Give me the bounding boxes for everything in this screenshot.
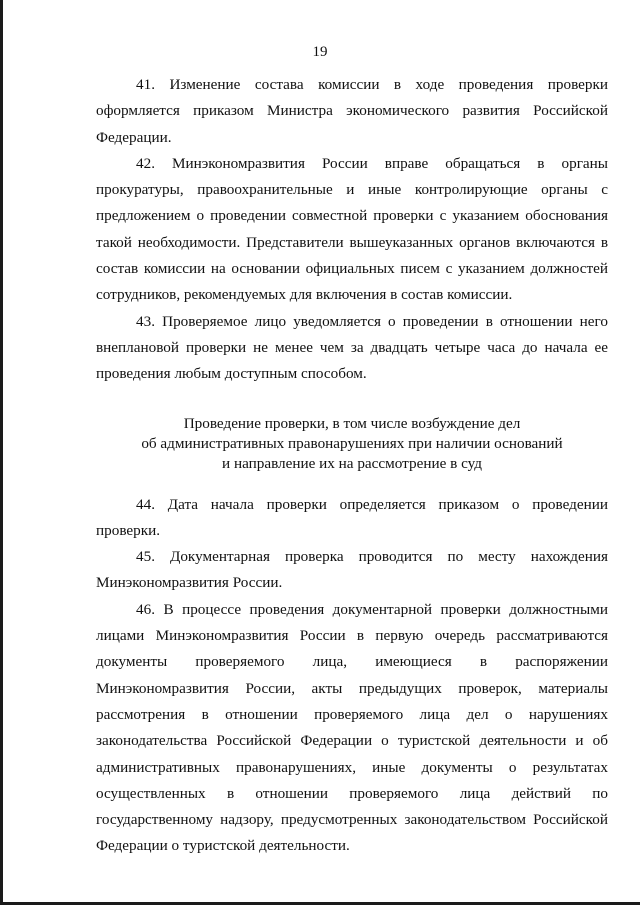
- section-heading-line: и направление их на рассмотрение в суд: [222, 454, 482, 472]
- section-heading: [96, 414, 608, 474]
- paragraph-44: 44. Дата начала проверки определяется приказом о проведении проверки.: [96, 495, 608, 539]
- paragraph-42: 42. Минэкономразвития России вправе обращаться в органы прокуратуры, правоохранительные и иные контролирующие органы с предложением о проведении совместной проверки с указанием обоснования такой необходимости. Представители вышеуказанных органов включаются в состав комиссии на основании официальных писем с указанием должностей сотрудников, рекомендуемых для включения в состав комиссии.: [96, 154, 608, 304]
- section-heading-line: Проведение проверки, в том числе возбуждение дел: [183, 414, 521, 432]
- page-number: 19: [312, 44, 328, 60]
- scan-border-left: [0, 0, 3, 905]
- paragraph-46: 46. В процессе проведения документарной проверки должностными лицами Минэкономразвития России в первую очередь рассматриваются документы проверяемого лица, имеющиеся в распоряжении Минэкономразвития России, акты предыдущих проверок, материалы рассмотрения в отношении проверяемого лица дел о нарушениях законодательства Российской Федерации о туристской деятельности и об административных правонарушениях, иные документы о результатах осуществленных в отношении проверяемого лица действий по государственному надзору, предусмотренных законодательством Российской Федерации о туристской деятельности.: [96, 600, 608, 855]
- document-body: [96, 72, 608, 860]
- paragraph-45: 45. Документарная проверка проводится по месту нахождения Минэкономразвития России.: [96, 548, 608, 592]
- paragraph-41: 41. Изменение состава комиссии в ходе проведения проверки оформляется приказом Министра экономического развития Российской Федерации.: [96, 76, 608, 146]
- section-heading-line: об административных правонарушениях при наличии оснований: [141, 434, 563, 452]
- paragraph-43: 43. Проверяемое лицо уведомляется о проведении в отношении него внеплановой проверки не менее чем за двадцать четыре часа до начала ее проведения любым доступным способом.: [96, 312, 608, 383]
